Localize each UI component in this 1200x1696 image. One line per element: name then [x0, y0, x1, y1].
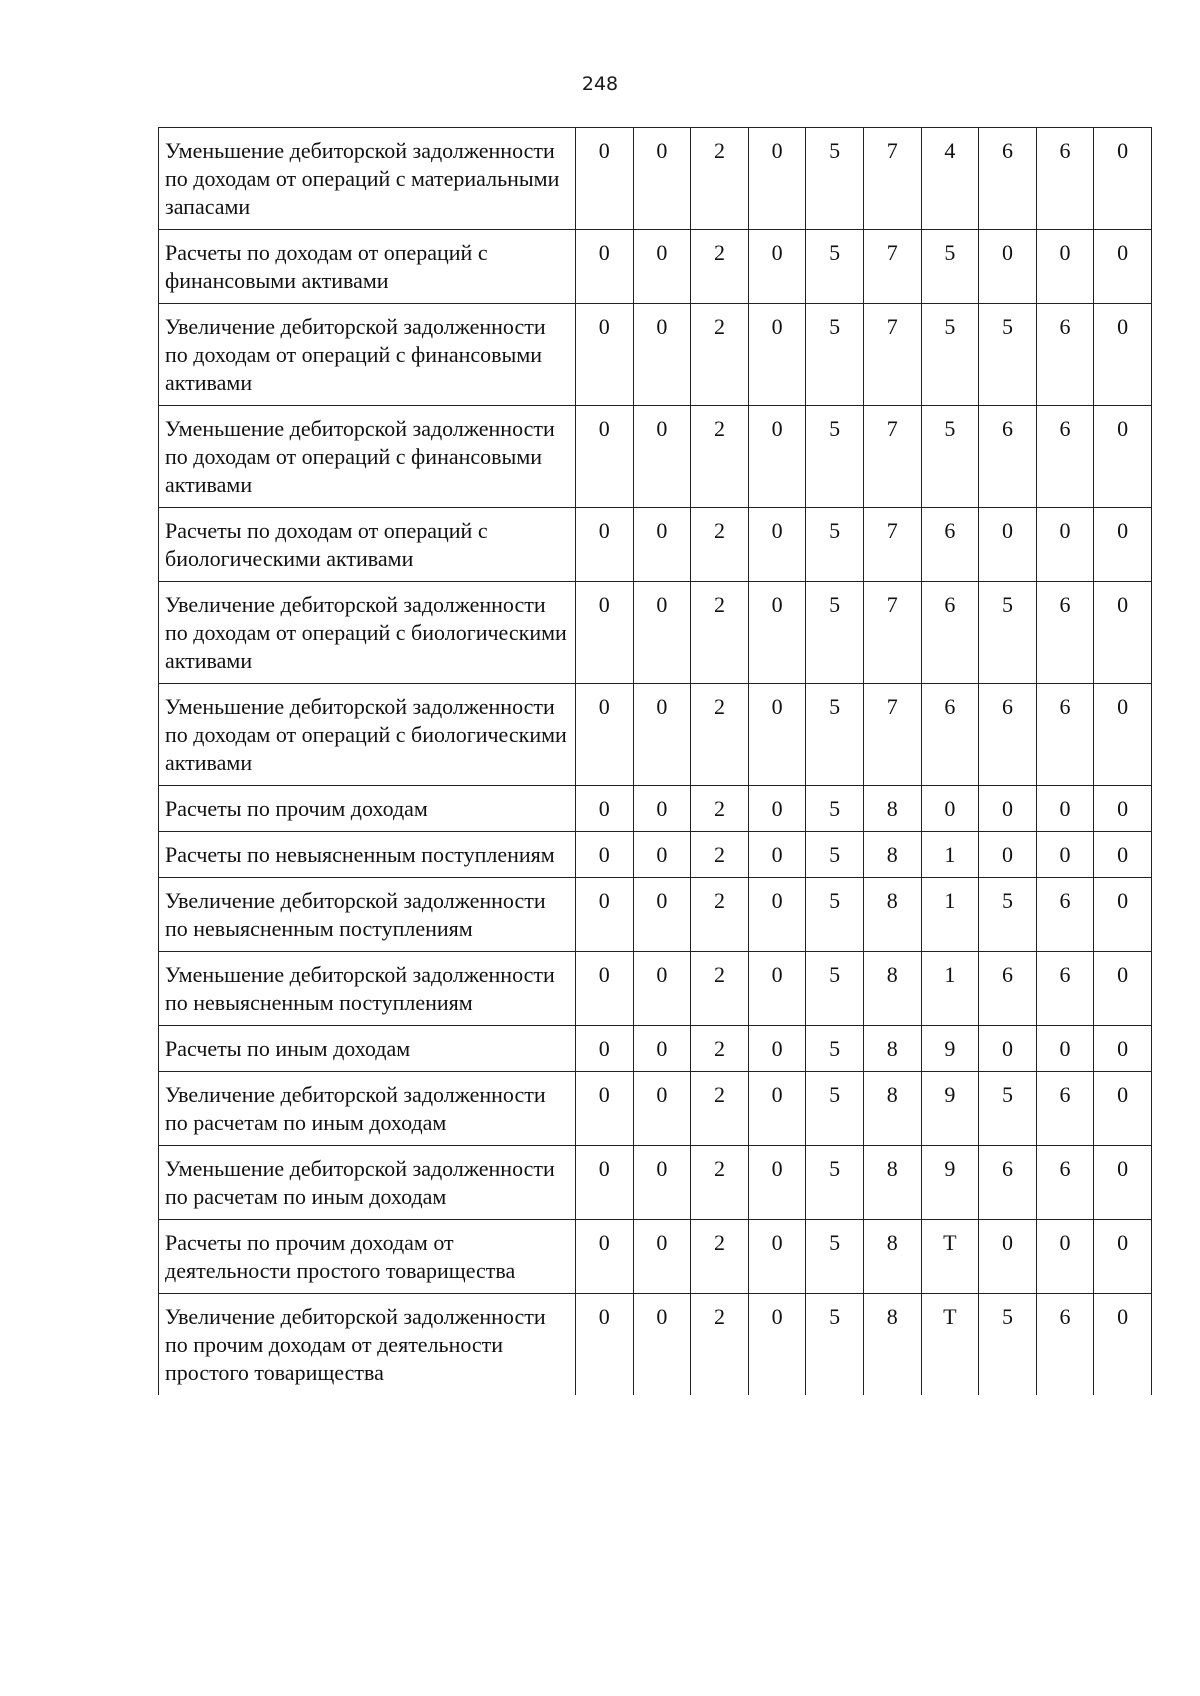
code-digit-cell: 6 [979, 406, 1037, 508]
code-digit-cell: 0 [979, 786, 1037, 832]
code-digit-cell: 0 [1094, 1220, 1152, 1294]
code-digit-cell: 0 [576, 1294, 634, 1396]
code-digit-cell: 0 [979, 1026, 1037, 1072]
code-digit-cell: 5 [806, 128, 864, 230]
code-digit-cell: 5 [806, 832, 864, 878]
code-digit-cell: 0 [576, 230, 634, 304]
code-digit-cell: 2 [691, 230, 749, 304]
code-digit-cell: 0 [633, 582, 691, 684]
code-digit-cell: 0 [633, 878, 691, 952]
code-digit-cell: 0 [633, 1026, 691, 1072]
code-digit-cell: 8 [863, 1294, 921, 1396]
code-digit-cell: 5 [806, 1072, 864, 1146]
account-name-cell: Увеличение дебиторской задолженности по доходам от операций с финансовыми активами [159, 304, 576, 406]
code-digit-cell: 1 [921, 878, 979, 952]
code-digit-cell: 6 [979, 1146, 1037, 1220]
code-digit-cell: 0 [1094, 406, 1152, 508]
code-digit-cell: 7 [863, 230, 921, 304]
code-digit-cell: 5 [979, 878, 1037, 952]
code-digit-cell: 0 [633, 1072, 691, 1146]
code-digit-cell: 0 [748, 128, 806, 230]
code-digit-cell: 0 [1094, 508, 1152, 582]
code-digit-cell: 2 [691, 1146, 749, 1220]
table-row [159, 1026, 1152, 1072]
code-digit-cell: 0 [979, 832, 1037, 878]
code-digit-cell: 0 [748, 684, 806, 786]
account-name-cell: Расчеты по иным доходам [159, 1026, 576, 1072]
code-digit-cell: 0 [1036, 832, 1094, 878]
code-digit-cell: 0 [979, 1220, 1037, 1294]
code-digit-cell: 0 [979, 508, 1037, 582]
code-digit-cell: 0 [1094, 786, 1152, 832]
code-digit-cell: 0 [748, 508, 806, 582]
code-digit-cell: 5 [806, 406, 864, 508]
code-digit-cell: 0 [576, 1146, 634, 1220]
code-digit-cell: 0 [576, 304, 634, 406]
code-digit-cell: 0 [576, 832, 634, 878]
code-digit-cell: 0 [576, 406, 634, 508]
table-row [159, 1072, 1152, 1146]
code-digit-cell: 5 [921, 230, 979, 304]
code-digit-cell: 7 [863, 406, 921, 508]
code-digit-cell: 0 [1036, 508, 1094, 582]
account-name-cell: Увеличение дебиторской задолженности по расчетам по иным доходам [159, 1072, 576, 1146]
code-digit-cell: 0 [748, 878, 806, 952]
code-digit-cell: 0 [1094, 304, 1152, 406]
code-digit-cell: 0 [576, 128, 634, 230]
code-digit-cell: 5 [979, 1294, 1037, 1396]
code-digit-cell: 0 [633, 508, 691, 582]
code-digit-cell: 1 [921, 952, 979, 1026]
code-digit-cell: 0 [633, 128, 691, 230]
account-name-cell: Уменьшение дебиторской задолженности по невыясненным поступлениям [159, 952, 576, 1026]
code-digit-cell: 5 [921, 406, 979, 508]
code-digit-cell: 5 [806, 1294, 864, 1396]
code-digit-cell: 5 [806, 1146, 864, 1220]
table-row [159, 508, 1152, 582]
code-digit-cell: 0 [748, 1220, 806, 1294]
account-name-cell: Расчеты по доходам от операций с биологическими активами [159, 508, 576, 582]
code-digit-cell: 0 [576, 1072, 634, 1146]
code-digit-cell: 0 [633, 1146, 691, 1220]
code-digit-cell: 0 [1094, 1294, 1152, 1396]
account-name-cell: Расчеты по доходам от операций с финансовыми активами [159, 230, 576, 304]
code-digit-cell: 6 [921, 582, 979, 684]
code-digit-cell: 6 [921, 508, 979, 582]
code-digit-cell: 2 [691, 878, 749, 952]
code-digit-cell: 0 [1094, 230, 1152, 304]
code-digit-cell: 6 [921, 684, 979, 786]
code-digit-cell: 2 [691, 786, 749, 832]
code-digit-cell: 7 [863, 508, 921, 582]
code-digit-cell: Т [921, 1220, 979, 1294]
code-digit-cell: 2 [691, 128, 749, 230]
code-digit-cell: 0 [748, 1072, 806, 1146]
code-digit-cell: 0 [979, 230, 1037, 304]
code-digit-cell: 0 [1036, 786, 1094, 832]
code-digit-cell: 0 [633, 230, 691, 304]
code-digit-cell: 0 [576, 1026, 634, 1072]
code-digit-cell: 5 [806, 508, 864, 582]
table-row [159, 406, 1152, 508]
code-digit-cell: 0 [748, 1146, 806, 1220]
code-digit-cell: 8 [863, 832, 921, 878]
code-digit-cell: 9 [921, 1146, 979, 1220]
code-digit-cell: 0 [1094, 832, 1152, 878]
code-digit-cell: 0 [1094, 1026, 1152, 1072]
code-digit-cell: 7 [863, 304, 921, 406]
code-digit-cell: 2 [691, 406, 749, 508]
table-row [159, 230, 1152, 304]
code-digit-cell: 2 [691, 582, 749, 684]
code-digit-cell: 8 [863, 878, 921, 952]
code-digit-cell: 0 [748, 406, 806, 508]
code-digit-cell: 0 [748, 1294, 806, 1396]
code-digit-cell: 2 [691, 304, 749, 406]
code-digit-cell: 5 [806, 786, 864, 832]
code-digit-cell: 4 [921, 128, 979, 230]
code-digit-cell: 0 [1094, 582, 1152, 684]
code-digit-cell: 6 [1036, 304, 1094, 406]
table-row [159, 832, 1152, 878]
code-digit-cell: 2 [691, 832, 749, 878]
code-digit-cell: 8 [863, 1026, 921, 1072]
code-digit-cell: 5 [806, 878, 864, 952]
code-digit-cell: 0 [633, 304, 691, 406]
code-digit-cell: 6 [979, 128, 1037, 230]
code-digit-cell: 8 [863, 1220, 921, 1294]
code-digit-cell: 5 [806, 1220, 864, 1294]
code-digit-cell: 7 [863, 684, 921, 786]
code-digit-cell: 8 [863, 1146, 921, 1220]
code-digit-cell: 5 [806, 582, 864, 684]
code-digit-cell: 5 [921, 304, 979, 406]
account-name-cell: Расчеты по невыясненным поступлениям [159, 832, 576, 878]
table-row [159, 1294, 1152, 1396]
account-name-cell: Уменьшение дебиторской задолженности по расчетам по иным доходам [159, 1146, 576, 1220]
code-digit-cell: 8 [863, 786, 921, 832]
code-digit-cell: 2 [691, 508, 749, 582]
code-digit-cell: 0 [633, 406, 691, 508]
code-digit-cell: 6 [1036, 1146, 1094, 1220]
code-digit-cell: Т [921, 1294, 979, 1396]
table-row [159, 878, 1152, 952]
code-digit-cell: 5 [806, 684, 864, 786]
code-digit-cell: 7 [863, 582, 921, 684]
table-body [159, 128, 1152, 1396]
code-digit-cell: 2 [691, 1294, 749, 1396]
code-digit-cell: 0 [1036, 1026, 1094, 1072]
code-digit-cell: 8 [863, 952, 921, 1026]
code-digit-cell: 0 [748, 786, 806, 832]
code-digit-cell: 2 [691, 952, 749, 1026]
account-name-cell: Расчеты по прочим доходам от деятельности простого товарищества [159, 1220, 576, 1294]
code-digit-cell: 8 [863, 1072, 921, 1146]
code-digit-cell: 6 [1036, 1072, 1094, 1146]
code-digit-cell: 0 [633, 952, 691, 1026]
code-digit-cell: 0 [748, 1026, 806, 1072]
code-digit-cell: 0 [633, 786, 691, 832]
code-digit-cell: 0 [748, 230, 806, 304]
code-digit-cell: 2 [691, 1072, 749, 1146]
code-digit-cell: 6 [1036, 684, 1094, 786]
page-number: 248 [581, 73, 619, 95]
code-digit-cell: 0 [1094, 1146, 1152, 1220]
code-digit-cell: 9 [921, 1026, 979, 1072]
code-digit-cell: 0 [1094, 952, 1152, 1026]
table-row [159, 952, 1152, 1026]
code-digit-cell: 5 [979, 1072, 1037, 1146]
account-name-cell: Увеличение дебиторской задолженности по доходам от операций с биологическими активами [159, 582, 576, 684]
code-digit-cell: 6 [1036, 582, 1094, 684]
code-digit-cell: 0 [633, 1294, 691, 1396]
table-row [159, 786, 1152, 832]
account-name-cell: Уменьшение дебиторской задолженности по доходам от операций с биологическими активами [159, 684, 576, 786]
code-digit-cell: 2 [691, 684, 749, 786]
code-digit-cell: 0 [1094, 684, 1152, 786]
code-digit-cell: 0 [1094, 128, 1152, 230]
code-digit-cell: 0 [576, 508, 634, 582]
code-digit-cell: 6 [979, 952, 1037, 1026]
table-row [159, 582, 1152, 684]
table-row [159, 1146, 1152, 1220]
code-digit-cell: 7 [863, 128, 921, 230]
account-name-cell: Увеличение дебиторской задолженности по прочим доходам от деятельности простого товарищества [159, 1294, 576, 1396]
code-digit-cell: 0 [1036, 230, 1094, 304]
code-digit-cell: 0 [576, 786, 634, 832]
code-digit-cell: 5 [979, 304, 1037, 406]
code-digit-cell: 6 [979, 684, 1037, 786]
code-digit-cell: 5 [806, 304, 864, 406]
code-digit-cell: 0 [576, 1220, 634, 1294]
code-digit-cell: 1 [921, 832, 979, 878]
code-digit-cell: 0 [633, 1220, 691, 1294]
code-digit-cell: 0 [1094, 1072, 1152, 1146]
code-digit-cell: 0 [1036, 1220, 1094, 1294]
code-digit-cell: 0 [748, 304, 806, 406]
account-codes-table [158, 127, 1152, 1395]
code-digit-cell: 0 [576, 878, 634, 952]
code-digit-cell: 0 [748, 952, 806, 1026]
table-row [159, 1220, 1152, 1294]
table-row [159, 128, 1152, 230]
code-digit-cell: 0 [633, 684, 691, 786]
account-name-cell: Расчеты по прочим доходам [159, 786, 576, 832]
code-digit-cell: 0 [748, 582, 806, 684]
code-digit-cell: 9 [921, 1072, 979, 1146]
table-row [159, 684, 1152, 786]
account-name-cell: Уменьшение дебиторской задолженности по доходам от операций с финансовыми активами [159, 406, 576, 508]
code-digit-cell: 6 [1036, 128, 1094, 230]
table-row [159, 304, 1152, 406]
code-digit-cell: 0 [576, 684, 634, 786]
code-digit-cell: 5 [979, 582, 1037, 684]
code-digit-cell: 2 [691, 1026, 749, 1072]
code-digit-cell: 0 [921, 786, 979, 832]
account-name-cell: Увеличение дебиторской задолженности по невыясненным поступлениям [159, 878, 576, 952]
code-digit-cell: 5 [806, 230, 864, 304]
code-digit-cell: 0 [1094, 878, 1152, 952]
code-digit-cell: 6 [1036, 1294, 1094, 1396]
code-digit-cell: 5 [806, 1026, 864, 1072]
code-digit-cell: 2 [691, 1220, 749, 1294]
code-digit-cell: 0 [748, 832, 806, 878]
code-digit-cell: 0 [633, 832, 691, 878]
code-digit-cell: 0 [576, 582, 634, 684]
code-digit-cell: 5 [806, 952, 864, 1026]
code-digit-cell: 6 [1036, 406, 1094, 508]
code-digit-cell: 6 [1036, 878, 1094, 952]
code-digit-cell: 6 [1036, 952, 1094, 1026]
code-digit-cell: 0 [576, 952, 634, 1026]
account-name-cell: Уменьшение дебиторской задолженности по доходам от операций с материальными запасами [159, 128, 576, 230]
